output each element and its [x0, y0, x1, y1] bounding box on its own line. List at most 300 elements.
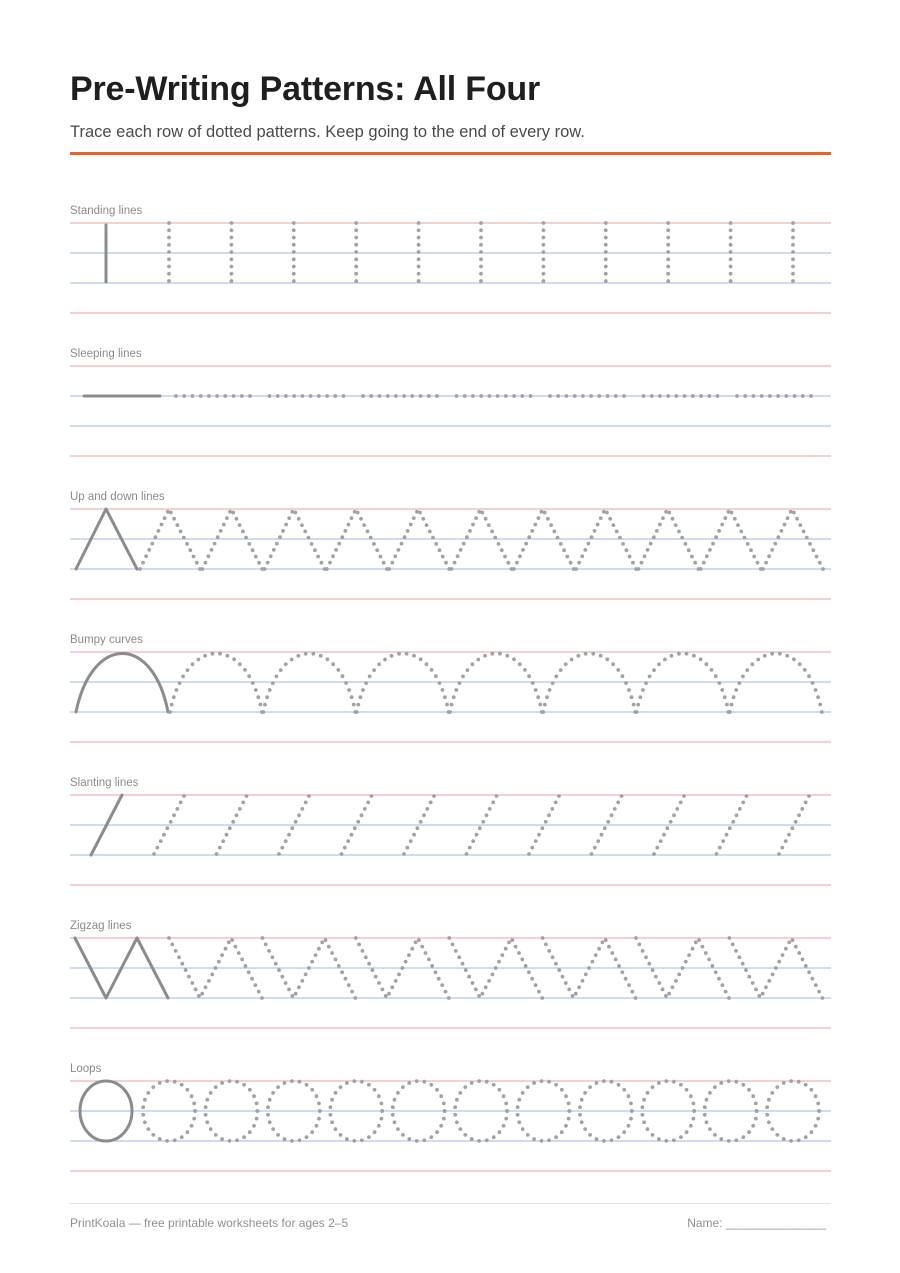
trace-dot [687, 953, 691, 957]
trace-dot [783, 523, 787, 527]
trace-dot [354, 221, 358, 225]
trace-dot [738, 807, 742, 811]
trace-dot [372, 542, 376, 546]
trace-dot [565, 394, 569, 398]
trace-dot [334, 958, 338, 962]
trace-dot [510, 938, 514, 942]
trace-dot [427, 958, 431, 962]
example-stroke [75, 938, 168, 998]
trace-dot [797, 1138, 801, 1142]
trace-dot [470, 1137, 474, 1141]
trace-dot [429, 1083, 433, 1087]
trace-dot [347, 983, 351, 987]
trace-dot [252, 1124, 256, 1128]
trace-dot [284, 839, 288, 843]
trace-dot [220, 953, 224, 957]
trace-dot [415, 826, 419, 830]
trace-dot [711, 542, 715, 546]
trace-dot [547, 813, 551, 817]
trace-dot [602, 1079, 606, 1083]
trace-dot [791, 279, 795, 283]
trace-dot [266, 561, 270, 565]
trace-dot [716, 394, 720, 398]
trace-dot [167, 936, 171, 940]
trace-dot [540, 1139, 544, 1143]
trace-dot [422, 1080, 426, 1084]
trace-dot [559, 668, 563, 672]
trace-dot [430, 668, 434, 672]
trace-dot [719, 1137, 723, 1141]
trace-dot [331, 662, 335, 666]
trace-dot [235, 813, 239, 817]
trace-dot [537, 516, 541, 520]
trace-dot [727, 996, 731, 1000]
footer-brand-text: PrintKoala — free printable worksheets for ages 2–5 [70, 1216, 349, 1230]
trace-dot [377, 981, 381, 985]
trace-dot [401, 1133, 405, 1137]
trace-dot [612, 523, 616, 527]
trace-dot [542, 221, 546, 225]
trace-dot [666, 257, 670, 261]
trace-dot [292, 272, 296, 276]
trace-dot [588, 1133, 592, 1137]
trace-dot [793, 394, 797, 398]
trace-dot [483, 654, 487, 658]
trace-dot [256, 1109, 260, 1113]
trace-dot [354, 243, 358, 247]
trace-dot [277, 852, 281, 856]
trace-dot [264, 943, 268, 947]
trace-dot [141, 1113, 145, 1117]
trace-dot [765, 1105, 769, 1109]
trace-dot [681, 966, 685, 970]
trace-dot [163, 516, 167, 520]
trace-dot [324, 938, 328, 942]
trace-dot [450, 567, 454, 571]
trace-dot [296, 654, 300, 658]
trace-dot [382, 561, 386, 565]
trace-dot [737, 681, 741, 685]
trace-dot [465, 535, 469, 539]
trace-dot [561, 975, 565, 979]
trace-dot [641, 1113, 645, 1117]
trace-dot [461, 675, 465, 679]
row-label-zigzag-lines: Zigzag lines [70, 920, 132, 932]
trace-dot [203, 654, 207, 658]
trace-dot [417, 236, 421, 240]
trace-dot [283, 1081, 287, 1085]
trace-dot [225, 516, 229, 520]
trace-dot [548, 688, 552, 692]
trace-dot [818, 561, 822, 565]
pattern-row-slanting-lines [70, 794, 831, 885]
trace-dot [707, 394, 711, 398]
trace-dot [393, 554, 397, 558]
trace-dot [770, 652, 774, 656]
trace-dot [781, 953, 785, 957]
trace-dot [315, 1094, 319, 1098]
trace-dot [330, 951, 334, 955]
trace-dot [616, 668, 620, 672]
trace-dot [747, 975, 751, 979]
trace-dot [200, 992, 204, 996]
trace-dot [184, 968, 188, 972]
trace-dot [292, 243, 296, 247]
trace-dot [630, 990, 634, 994]
trace-dot [463, 394, 467, 398]
trace-dot [804, 1083, 808, 1087]
trace-dot [729, 265, 733, 269]
trace-dot [818, 703, 822, 707]
trace-dot [211, 652, 215, 656]
trace-dot [768, 394, 772, 398]
trace-dot [666, 228, 670, 232]
trace-dot [632, 703, 636, 707]
trace-dot [470, 1081, 474, 1085]
trace-dot [177, 955, 181, 959]
trace-dot [340, 535, 344, 539]
trace-dot [292, 257, 296, 261]
trace-dot [256, 695, 260, 699]
trace-dot [735, 813, 739, 817]
trace-dot [725, 703, 729, 707]
trace-dot [780, 846, 784, 850]
trace-dot [205, 1120, 209, 1124]
trace-dot [204, 561, 208, 565]
trace-dot [749, 548, 753, 552]
trace-dot [595, 1081, 599, 1085]
trace-dot [380, 1117, 384, 1121]
trace-dot [646, 548, 650, 552]
trace-dot [271, 681, 275, 685]
trace-dot [553, 530, 557, 534]
trace-dot [545, 695, 549, 699]
trace-dot [532, 1081, 536, 1085]
trace-dot [527, 674, 531, 678]
trace-dot [230, 279, 234, 283]
trace-dot [222, 523, 226, 527]
trace-dot [679, 801, 683, 805]
trace-dot [604, 279, 608, 283]
trace-dot [167, 236, 171, 240]
trace-dot [165, 1139, 169, 1143]
trace-dot [662, 833, 666, 837]
trace-dot [479, 228, 483, 232]
trace-dot [261, 710, 265, 714]
trace-dot [257, 561, 261, 565]
trace-dot [492, 1083, 496, 1087]
trace-dot [580, 554, 584, 558]
trace-dot [359, 517, 363, 521]
trace-dot [671, 985, 675, 989]
trace-dot [784, 947, 788, 951]
trace-dot [297, 985, 301, 989]
trace-dot [574, 567, 578, 571]
trace-dot [801, 958, 805, 962]
trace-dot [814, 1094, 818, 1098]
trace-dot [417, 265, 421, 269]
trace-dot [191, 662, 195, 666]
trace-dot [684, 542, 688, 546]
trace-dot [534, 983, 538, 987]
trace-dot [429, 801, 433, 805]
trace-dot [543, 511, 547, 515]
trace-dot [720, 523, 724, 527]
trace-dot [604, 257, 608, 261]
trace-dot [419, 394, 423, 398]
trace-dot [313, 548, 317, 552]
trace-dot [346, 839, 350, 843]
trace-dot [465, 852, 469, 856]
trace-dot [290, 826, 294, 830]
trace-dot [771, 973, 775, 977]
trace-dot [604, 250, 608, 254]
trace-dot [397, 973, 401, 977]
trace-dot [684, 960, 688, 964]
trace-dot [642, 394, 646, 398]
trace-dot [538, 703, 542, 707]
trace-dot [366, 801, 370, 805]
trace-dot [459, 548, 463, 552]
trace-dot [764, 985, 768, 989]
trace-dot [390, 654, 394, 658]
trace-dot [393, 1120, 397, 1124]
trace-dot [782, 1137, 786, 1141]
trace-dot [637, 567, 641, 571]
trace-dot [214, 966, 218, 970]
trace-dot [588, 1085, 592, 1089]
trace-dot [755, 1109, 759, 1113]
trace-dot [694, 940, 698, 944]
trace-dot [158, 1137, 162, 1141]
trace-dot [496, 394, 500, 398]
trace-dot [697, 938, 701, 942]
trace-dot [554, 801, 558, 805]
trace-dot [542, 236, 546, 240]
trace-dot [401, 1085, 405, 1089]
trace-dot [477, 1079, 481, 1083]
trace-dot [367, 1083, 371, 1087]
trace-dot [409, 839, 413, 843]
trace-dot [655, 846, 659, 850]
trace-dot [352, 703, 356, 707]
trace-dot [767, 554, 771, 558]
trace-dot [744, 968, 748, 972]
trace-dot [275, 542, 279, 546]
trace-dot [370, 794, 374, 798]
trace-dot [599, 516, 603, 520]
trace-dot [701, 945, 705, 949]
trace-dot [784, 394, 788, 398]
trace-dot [666, 272, 670, 276]
trace-dot [578, 1105, 582, 1109]
trace-dot [360, 813, 364, 817]
trace-dot [652, 668, 656, 672]
trace-dot [672, 1138, 676, 1142]
trace-dot [197, 994, 201, 998]
trace-dot [441, 555, 445, 559]
trace-dot [391, 1113, 395, 1117]
trace-dot [604, 228, 608, 232]
trace-dot [247, 674, 251, 678]
trace-dot [593, 529, 597, 533]
trace-dot [809, 394, 813, 398]
trace-dot [674, 523, 678, 527]
trace-dot [300, 807, 304, 811]
trace-dot [791, 228, 795, 232]
trace-dot [223, 394, 227, 398]
trace-dot [356, 511, 360, 515]
trace-dot [329, 1113, 333, 1117]
trace-dot [492, 1135, 496, 1139]
trace-dot [631, 561, 635, 565]
trace-dot [817, 1109, 821, 1113]
trace-dot [345, 1081, 349, 1085]
trace-dot [820, 710, 824, 714]
trace-dot [325, 567, 329, 571]
trace-dot [165, 826, 169, 830]
trace-dot [266, 1113, 270, 1117]
trace-dot [354, 250, 358, 254]
trace-dot [170, 703, 174, 707]
trace-dot [334, 548, 338, 552]
trace-dot [168, 710, 172, 714]
trace-dot [167, 257, 171, 261]
trace-dot [533, 523, 537, 527]
trace-dot [814, 1124, 818, 1128]
trace-dot [390, 985, 394, 989]
trace-dot [224, 947, 228, 951]
trace-dot [792, 657, 796, 661]
trace-dot [614, 958, 618, 962]
trace-dot [751, 1094, 755, 1098]
trace-dot [621, 542, 625, 546]
trace-dot [230, 236, 234, 240]
row-label-up-and-down-lines: Up and down lines [70, 491, 165, 503]
trace-dot [550, 807, 554, 811]
trace-dot [230, 265, 234, 269]
trace-dot [230, 272, 234, 276]
trace-dot [544, 943, 548, 947]
trace-dot [491, 973, 495, 977]
trace-dot [474, 516, 478, 520]
trace-dot [587, 966, 591, 970]
trace-dot [179, 801, 183, 805]
trace-dot [622, 1130, 626, 1134]
trace-dot [373, 1130, 377, 1134]
trace-dot [280, 846, 284, 850]
trace-dot [317, 947, 321, 951]
trace-dot [729, 250, 733, 254]
trace-dot [807, 794, 811, 798]
trace-dot [652, 535, 656, 539]
trace-dot [690, 555, 694, 559]
trace-dot [754, 988, 758, 992]
trace-dot [791, 272, 795, 276]
trace-dot [516, 1113, 520, 1117]
trace-dot [689, 1094, 693, 1098]
trace-dot [658, 523, 662, 527]
trace-dot [356, 820, 360, 824]
trace-dot [315, 1124, 319, 1128]
trace-dot [729, 236, 733, 240]
trace-dot [440, 983, 444, 987]
trace-dot [298, 1080, 302, 1084]
trace-dot [455, 394, 459, 398]
trace-dot [479, 272, 483, 276]
trace-dot [479, 265, 483, 269]
trace-dot [471, 662, 475, 666]
trace-dot [661, 516, 665, 520]
trace-dot [752, 555, 756, 559]
trace-dot [432, 794, 436, 798]
trace-dot [666, 394, 670, 398]
trace-dot [406, 529, 410, 533]
pattern-row-loops [70, 1079, 831, 1171]
trace-dot [627, 983, 631, 987]
trace-dot [683, 394, 687, 398]
trace-dot [263, 567, 267, 571]
trace-dot [495, 794, 499, 798]
trace-dot [664, 1139, 668, 1143]
trace-dot [625, 548, 629, 552]
trace-dot [231, 820, 235, 824]
trace-dot [330, 1120, 334, 1124]
trace-dot [802, 530, 806, 534]
trace-dot [707, 958, 711, 962]
trace-dot [307, 536, 311, 540]
trace-dot [240, 394, 244, 398]
trace-dot [232, 394, 236, 398]
trace-dot [255, 1117, 259, 1121]
trace-dot [317, 1102, 321, 1106]
trace-dot [517, 951, 521, 955]
trace-dot [720, 688, 724, 692]
trace-dot [244, 536, 248, 540]
trace-dot [527, 535, 531, 539]
trace-dot [685, 1088, 689, 1092]
trace-dot [792, 511, 796, 515]
trace-dot [560, 1088, 564, 1092]
trace-dot [442, 1102, 446, 1106]
trace-dot [480, 511, 484, 515]
trace-dot [454, 688, 458, 692]
trace-dot [214, 1133, 218, 1137]
trace-dot [657, 662, 661, 666]
trace-dot [691, 947, 695, 951]
trace-dot [269, 554, 273, 558]
trace-dot [146, 1127, 150, 1131]
trace-dot [320, 940, 324, 944]
trace-dot [464, 968, 468, 972]
trace-dot [729, 221, 733, 225]
trace-dot [362, 523, 366, 527]
trace-dot [268, 1098, 272, 1102]
trace-dot [407, 1137, 411, 1141]
trace-dot [800, 807, 804, 811]
trace-dot [167, 228, 171, 232]
trace-dot [721, 839, 725, 843]
trace-dot [364, 955, 368, 959]
trace-dot [641, 688, 645, 692]
trace-dot [141, 1105, 145, 1109]
trace-dot [228, 826, 232, 830]
trace-dot [741, 1083, 745, 1087]
trace-dot [578, 1113, 582, 1117]
trace-dot [192, 1117, 196, 1121]
trace-dot [210, 973, 214, 977]
trace-dot [458, 681, 462, 685]
